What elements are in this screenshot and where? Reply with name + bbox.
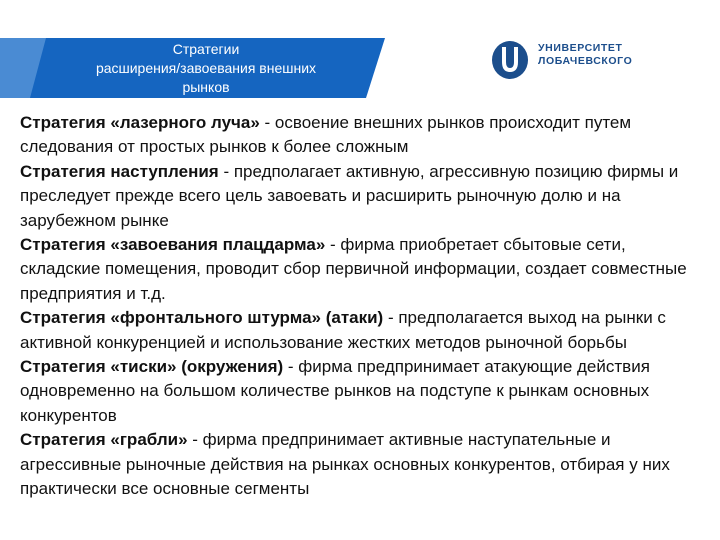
- title-line-2: расширения/завоевания внешних: [95, 60, 317, 76]
- logo-line-1: УНИВЕРСИТЕТ: [538, 42, 623, 54]
- strategy-term: Стратегия «грабли»: [20, 430, 188, 450]
- strategy-term: Стратегия «завоевания плацдарма»: [20, 235, 326, 255]
- strategy-desc: - освоение внешних рынков происходит путем следования от простых рынков к более сложным: [20, 113, 632, 157]
- strategy-term: Стратегия «тиски» (окружения): [20, 357, 284, 377]
- strategy-term: Стратегия «лазерного луча»: [20, 113, 260, 132]
- strategy-item: [20, 111, 710, 160]
- logo-text: [538, 42, 632, 68]
- strategy-list: [20, 111, 710, 502]
- strategy-desc: - предполагается выход на рынки с активной конкуренцией и использование жестких методов рыночной борьбы: [20, 308, 666, 352]
- strategy-item: [20, 355, 710, 428]
- strategy-desc: - предполагает активную, агрессивную позицию фирмы и преследует прежде всего цель завоевать и расширить рыночную долю и на зарубежном рынке: [20, 161, 679, 230]
- strategy-desc: - фирма приобретает сбытовые сети, складские помещения, проводит сбор первичной информации, создает совместные предприятия и т.д.: [20, 235, 687, 303]
- strategy-desc: - фирма предпринимает атакующие действия одновременно на большом количестве рынков на подступе к рынкам основных конкурентов: [20, 357, 650, 425]
- university-logo: [490, 40, 650, 80]
- title-line-3: рынков: [182, 79, 230, 95]
- strategy-item: [20, 428, 710, 501]
- university-emblem-icon: [490, 40, 532, 80]
- strategy-item: [20, 306, 710, 355]
- strategy-term: Стратегия наступления: [20, 161, 219, 181]
- page-title: [56, 40, 356, 97]
- title-line-1: Стратегии: [172, 41, 240, 57]
- logo-line-2: ЛОБАЧЕВСКОГО: [538, 55, 633, 67]
- strategy-desc: - фирма предпринимает активные наступательные и агрессивные рыночные действия на рынках основных конкурентов, отбирая у них практически все основные сегменты: [20, 430, 670, 499]
- strategy-term: Стратегия «фронтального штурма» (атаки): [20, 308, 384, 328]
- strategy-item: [20, 233, 710, 306]
- strategy-item: [20, 160, 710, 233]
